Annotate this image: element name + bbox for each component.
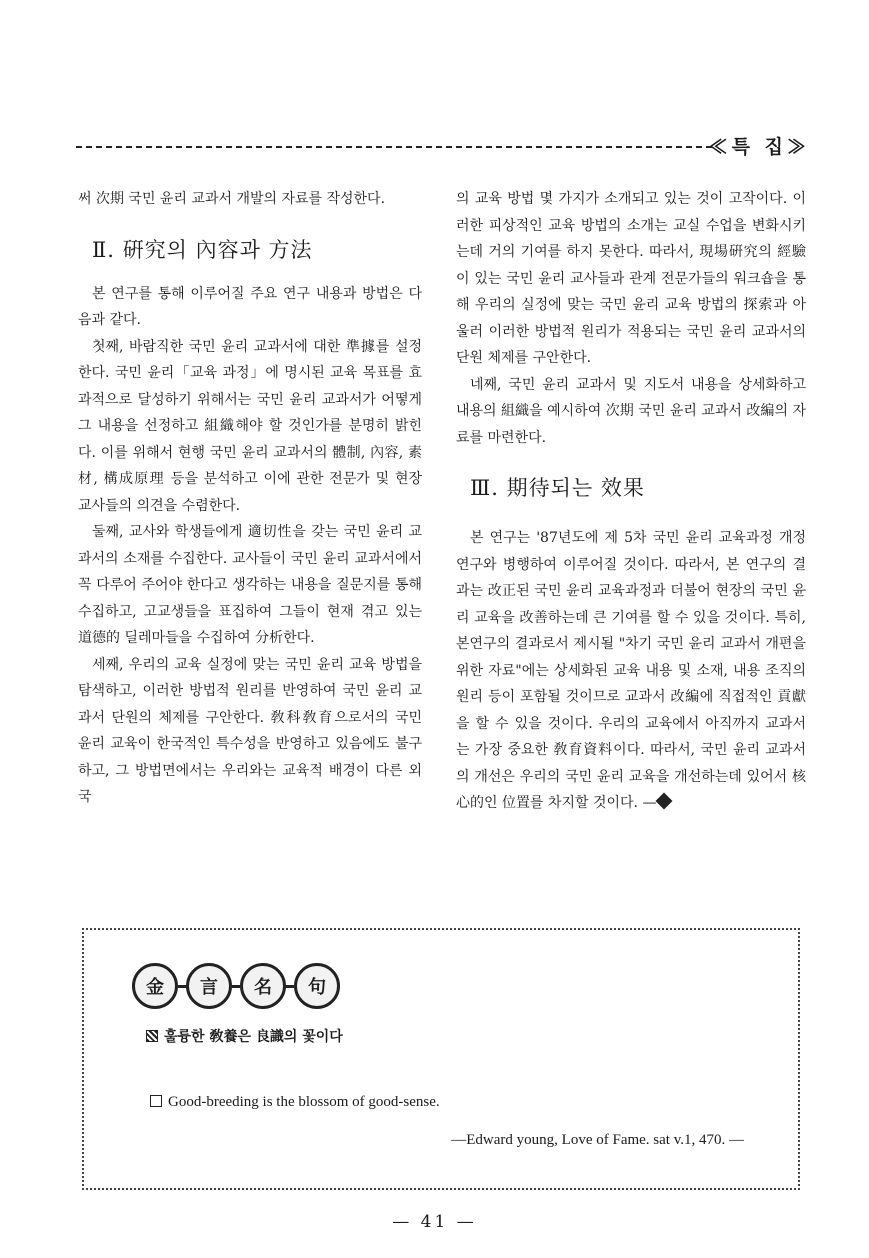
quote-attribution: —Edward young, Love of Fame. sat v.1, 470. — — [451, 1132, 744, 1148]
seal-link — [178, 985, 186, 988]
seal-link — [286, 985, 294, 988]
section-tag: ≪특 집≫ — [708, 136, 810, 158]
section-header — [76, 130, 810, 160]
filled-box-icon — [146, 1030, 158, 1042]
seal-icon: 名 — [240, 963, 286, 1009]
seal-link — [232, 985, 240, 988]
page-number: — 41 — — [392, 1212, 477, 1232]
left-paragraph-4: 세째, 우리의 교육 실정에 맞는 국민 윤리 교육 방법을 탐색하고, 이러한 방법적 원리를 반영하여 국민 윤리 교과서 단원의 체제를 구안한다. 敎科敎育으로서의 국민 윤리 교육이 한국적인 특수성을 반영하고 있음에도 불구하고, 그 방법면에서는 우리와는 교육적 배경이 다른 외국 — [78, 656, 422, 805]
right-paragraph-0: 의 교육 방법 몇 가지가 소개되고 있는 것이 고작이다. 이러한 피상적인 교육 방법의 소개는 교실 수업을 변화시키는데 거의 기여를 하지 못한다. 따라서, 現場硏究의 經驗이 있는 국민 윤리 교사들과 관계 전문가들의 워크숍을 통해 우리의 실정에 맞는 국민 윤리 교육 방법의 探索과 아울러 이러한 방법적 원리가 적용되는 국민 윤리 교과서의 단원 체제를 구안한다. — [456, 191, 806, 366]
right-column — [456, 186, 806, 817]
seal-icon: 言 — [186, 963, 232, 1009]
section-heading-3: Ⅲ. 期待되는 效果 — [470, 476, 645, 500]
left-paragraph-2: 첫째, 바람직한 국민 윤리 교과서에 대한 準據를 설정한다. 국민 윤리「교육 과정」에 명시된 교육 목표를 효과적으로 달성하기 위해서는 국민 윤리 교과서가 어떻게 그 내용을 선정하고 組織해야 할 것인가를 분명히 밝힌다. 이를 위해서 현행 국민 윤리 교과서의 體制, 內容, 素材, 構成原理 등을 분석하고 이에 관한 전문가 및 현장 교사들의 의견을 수렴한다. — [78, 338, 422, 514]
end-mark-icon — [656, 793, 673, 810]
left-paragraph-3: 둘째, 교사와 학생들에게 適切性을 갖는 국민 윤리 교과서의 소재를 수집한다. 교사들이 국민 윤리 교과서에서 꼭 다루어 주어야 한다고 생각하는 내용을 질문지를 통해 수집하고, 고교생들을 표집하여 그들이 현재 겪고 있는 道德的 딜레마들을 수집하여 分析한다. — [78, 524, 422, 646]
empty-box-icon — [150, 1095, 162, 1107]
right-paragraph-2-text: 본 연구는 '87년도에 제 5차 국민 윤리 교육과정 개정 연구와 병행하여 이루어질 것이다. 따라서, 본 연구의 결과는 改正된 국민 윤리 교육과정과 더불어 현장의 국민 윤리 교육을 改善하는데 큰 기여를 할 수 있을 것이다. 특히, 본연구의 결과로서 제시될 "차기 국민 윤리 교과서 개편을 위한 자료"에는 상세화된 교육 내용 및 소재, 내용 조직의 원리 등이 포함될 것이므로 교과서 改編에 직접적인 貢獻을 할 수 있을 것이다. 우리의 교육에서 아직까지 교과서는 가장 중요한 敎育資料이다. 따라서, 국민 윤리 교과서의 개선은 우리의 국민 윤리 교육을 개선하는데 있어서 核心的인 位置를 차지할 것이다. — — [456, 530, 806, 811]
left-paragraph-0: 써 次期 국민 윤리 교과서 개발의 자료를 작성한다. — [78, 191, 386, 207]
korean-quote-text: 훌륭한 敎養은 良識의 꽃이다 — [164, 1029, 343, 1045]
left-column — [78, 186, 422, 811]
left-paragraph-1: 본 연구를 통해 이루어질 주요 연구 내용과 방법은 다음과 같다. — [78, 285, 422, 328]
header-dashed-rule — [76, 146, 712, 148]
seal-icon: 金 — [132, 963, 178, 1009]
seal-row — [132, 960, 340, 1012]
english-quote — [150, 1094, 440, 1111]
quote-box — [82, 928, 800, 1190]
section-heading-2: Ⅱ. 硏究의 內容과 方法 — [92, 237, 313, 262]
right-paragraph-2 — [456, 525, 806, 817]
seal-icon: 句 — [294, 963, 340, 1009]
korean-quote — [146, 1026, 343, 1046]
right-paragraph-1: 네째, 국민 윤리 교과서 및 지도서 내용을 상세화하고 내용의 組織을 예시하여 次期 국민 윤리 교과서 改編의 자료를 마련한다. — [456, 376, 806, 446]
english-quote-text: Good-breeding is the blossom of good-sense. — [168, 1094, 440, 1110]
